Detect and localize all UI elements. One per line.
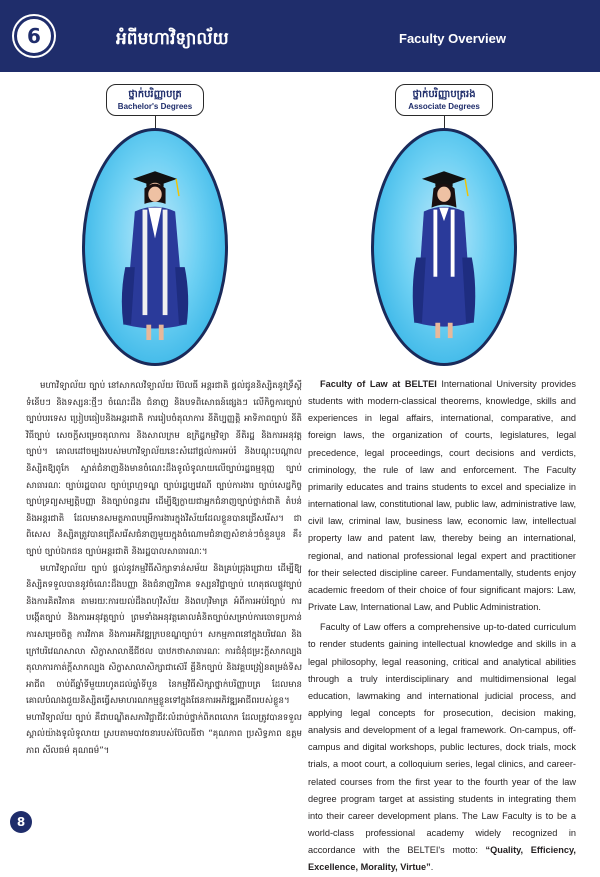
chapter-badge: 6 <box>14 16 54 56</box>
graduate-figure-icon <box>374 131 514 363</box>
header-title-en: Faculty Overview <box>399 31 506 46</box>
page-number-badge: 8 <box>10 811 32 833</box>
associate-portrait-oval <box>371 128 517 366</box>
graduate-figure-icon <box>85 131 225 363</box>
label-connector <box>155 114 156 128</box>
brand-name: BELTEI <box>404 379 437 389</box>
bachelor-portrait-oval <box>82 128 228 366</box>
associate-label-kh: ថ្នាក់បរិញ្ញាបត្ររង <box>412 89 476 100</box>
label-connector <box>444 114 445 128</box>
english-paragraph-2 <box>308 619 576 876</box>
bachelor-label-kh: ថ្នាក់បរិញ្ញាបត្រ <box>128 89 182 100</box>
header-title-kh: អំពីមហាវិទ្យាល័យ <box>116 29 229 49</box>
associate-label-en: Associate Degrees <box>408 102 480 111</box>
khmer-paragraph-2: មហាវិទ្យាល័យ ច្បាប់ ផ្តល់នូវកម្មវិធីសិក្សាទាន់សម័យ និងគ្រប់ជ្រុងជ្រោយ ដើម្បីឱ្យនិស្សិតទទួលបាននូវចំណេះដឹងបញ្ញា និងជំនាញវិភាគ ទស្សនវិជ្ជាច្បាប់ ហេតុផលផ្លូវច្បាប់ និងការគិតវិភាគ តាមរយៈការយល់ដឹងពហុវិស័យ និងពហុវិមាត្រ អំពីការអប់រំច្បាប់ ការបង្កើតច្បាប់ និងការអនុវត្តច្បាប់ ព្រមទាំងអនុវត្តគោលគំនិតច្បាប់សម្រាប់ការចោទប្រកាន់ ការសម្រេចចិត្ត ការវិភាគ និងការអភិវឌ្ឍក្របខណ្ឌច្បាប់។ សកម្មភាពនៅក្នុងបរិវេណ និងក្រៅបរិវេណសាលា សិក្ខាសាលាឌីជីថល បាឋកថាសាធារណៈ ការជំនុំជម្រះក្ដីសាកល្បង តុលាការកាត់ក្ដីសាកល្បង សិក្ខាសាលាសិក្សាជាស៊េរី គ្លីនិកច្បាប់ និងវគ្គបង្រៀនតម្រង់ទិសអាជីព ចាប់ពីឆ្នាំទីមួយរហូតដល់ឆ្នាំទីបួន នៃកម្មវិធីសិក្សាថ្នាក់បរិញ្ញាបត្រ ដែលមានគោលបំណងជួយនិស្សិតធ្វើសមាហរណកម្មខ្លួនទៅក្នុងផែនការអភិវឌ្ឍអាជីពរបស់ខ្លួន។ មហាវិទ្យាល័យ ច្បាប់ គឺជាបណ្ឌិតសភាវិជ្ជាជីវៈលំដាប់ថ្នាក់ពិភពលោក ដែលត្រូវបានទទួលស្គាល់យ៉ាងទូលំទូលាយ ស្របតាមបាវចនារបស់ប៊ែលធីថា “គុណភាព ប្រសិទ្ធភាព ឧត្តមភាព សីលធម៌ គុណធម៌”។ <box>26 563 302 757</box>
page-header <box>0 0 600 72</box>
english-column <box>308 376 576 877</box>
bachelor-label <box>106 84 204 116</box>
paragraph-2-end: . <box>430 862 434 873</box>
bachelor-photo-block <box>82 84 228 366</box>
faculty-name: Faculty of Law at <box>320 379 401 389</box>
paragraph-2-body: Faculty of Law offers a comprehensive up-to-dated curriculum to render students gaining intellectual knowledge and skills in a legal philosophy, legal reasoning, critical and analytical abilities through a truly interdisciplinary and multidimensional legal education, lawmaking and international judicial process, and applying legal concepts for prosecution, decision making, analysis and development of a legal framework. On-campus, off-campus and digital workshops, public lectures, dock trials, mock trials, a moot court, a colloquium series, legal clinics, and career-related courses from the first year to the fourth year of the law degree program target at assisting students in integrating them into their career development plans. The Law Faculty is to be a world-class professional academy widely recognized in accordance with the BELTEI's motto: <box>308 622 576 856</box>
english-paragraph-1 <box>308 376 576 616</box>
associate-label <box>395 84 493 116</box>
bachelor-label-en: Bachelor's Degrees <box>117 102 193 111</box>
motto: “Quality, Efficiency, Excellence, Morality, Virtue” <box>308 845 576 873</box>
associate-photo-block <box>371 84 517 366</box>
khmer-paragraph-1: មហាវិទ្យាល័យ ច្បាប់ នៅសាកលវិទ្យាល័យ ប៊ែលធី អន្តរជាតិ ផ្តល់ជូននិស្សិតនូវទ្រឹស្តីទំនើបៗ និងទស្សនៈថ្មីៗ ចំណេះដឹង ជំនាញ និងបទពិសោធន៍ផ្សេងៗ លើកិច្ចការច្បាប់ ច្បាប់បរទេស ប្រៀបធៀបនិងអន្តរជាតិ ការរៀបចំតុលាការ នីតិប្បញ្ញត្តិ អាទិភាពច្បាប់ នីតិវិធីច្បាប់ សេចក្តីសម្រេចតុលាការ និងសាលក្រម ឧក្រិដ្ឋកម្មវិទ្យា នីតិរដ្ឋ និងការអនុវត្តច្បាប់។ គោលដៅចម្បងរបស់មហាវិទ្យាល័យនេះសំដៅផ្តល់ការអប់រំ និងបណ្តុះបណ្តាលនិស្សិតឱ្យពូកែ ស្ទាត់ជំនាញនិងមានចំណេះដឹងទូលំទូលាយលើច្បាប់រដ្ឋធម្មនុញ្ញ ច្បាប់សាធារណៈ ច្បាប់រដ្ឋបាល ច្បាប់ព្រហ្មទណ្ឌ ច្បាប់រដ្ឋប្បវេណី ច្បាប់ការងារ ច្បាប់សេដ្ឋកិច្ច ច្បាប់ទ្រព្យសម្បត្តិបញ្ញា និងច្បាប់ពន្ធដារ ដើម្បីឱ្យក្លាយជាអ្នកជំនាញច្បាប់ថ្នាក់ជាតិ តំបន់ និងអន្តរជាតិ ដែលមានសមត្ថភាពបម្រើការងារក្នុងវិស័យដែលខ្លួនបានជ្រើសរើស។ ជាពិសេស និស្សិតត្រូវបានជ្រើសរើសជំនាញមួយក្នុងចំណោមជំនាញសំខាន់ៗចំនួនបួន គឺ៖ ច្បាប់ ច្បាប់ឯកជន ច្បាប់អន្តរជាតិ និងរដ្ឋបាលសាធារណៈ។ <box>26 381 302 557</box>
khmer-column <box>26 378 302 760</box>
paragraph-1-body: International University provides students with modern-classical theorems, knowledge, skills and experiences in legal affairs, international, comparative, and foreign laws, the organization of courts, legislatures, legal precedence, legal proceedings, court decisions and verdicts, criminology, the rule of law and enforcement. The Faculty primarily educates and trains students to excel and specialize in international law, constitutional law, public law, administrative law, civil law, criminal law, business law, economic law, intellectual property law and patent law, thereby being an international, regional, and national professional legal expert and practitioner for their selected discipline career. Fundamentally, students enjoy academic freedom of their choice of four significant majors: Law, Private Law, International Law, and Public Administration. <box>308 379 576 613</box>
